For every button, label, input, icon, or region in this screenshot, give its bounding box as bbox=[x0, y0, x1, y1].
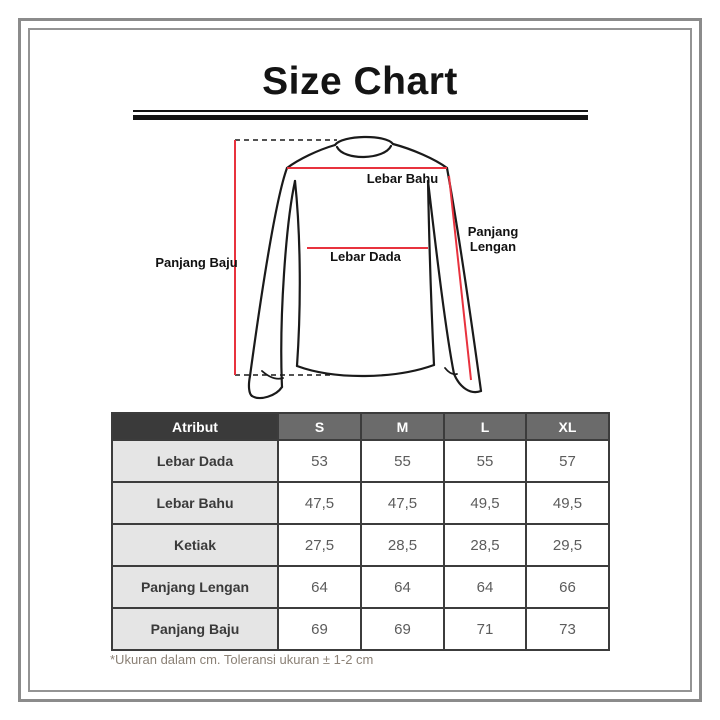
collar-inner bbox=[337, 146, 391, 157]
left-sleeve-inner bbox=[281, 181, 295, 387]
label-panjang-baju: Panjang Baju bbox=[155, 255, 238, 270]
row-label: Ketiak bbox=[112, 524, 278, 566]
table-row bbox=[112, 608, 609, 650]
label-panjang-lengan-line2: Lengan bbox=[469, 239, 517, 254]
body-left-side bbox=[295, 181, 300, 366]
label-panjang-lengan bbox=[452, 224, 534, 254]
cell-value: 69 bbox=[278, 608, 361, 650]
collar-outer bbox=[335, 137, 393, 145]
header-size-m: M bbox=[361, 413, 444, 440]
right-sleeve-inner bbox=[428, 181, 454, 374]
table-header-row bbox=[112, 413, 609, 440]
right-cuff bbox=[454, 374, 481, 392]
label-panjang-lengan-line1: Panjang bbox=[467, 224, 519, 239]
cell-value: 47,5 bbox=[361, 482, 444, 524]
table-row bbox=[112, 440, 609, 482]
header-size-l: L bbox=[444, 413, 526, 440]
title-divider bbox=[133, 110, 588, 120]
cell-value: 53 bbox=[278, 440, 361, 482]
header-size-xl: XL bbox=[526, 413, 609, 440]
cell-value: 71 bbox=[444, 608, 526, 650]
cell-value: 28,5 bbox=[361, 524, 444, 566]
cell-value: 49,5 bbox=[444, 482, 526, 524]
header-atribut: Atribut bbox=[112, 413, 278, 440]
table-row bbox=[112, 482, 609, 524]
header-size-s: S bbox=[278, 413, 361, 440]
sleeve-measure-line bbox=[449, 176, 471, 380]
cell-value: 64 bbox=[278, 566, 361, 608]
row-label: Panjang Baju bbox=[112, 608, 278, 650]
right-shoulder-seam bbox=[393, 144, 447, 168]
cell-value: 64 bbox=[444, 566, 526, 608]
cell-value: 66 bbox=[526, 566, 609, 608]
left-shoulder-seam bbox=[287, 145, 335, 168]
table-row bbox=[112, 566, 609, 608]
label-lebar-bahu: Lebar Bahu bbox=[366, 171, 439, 186]
divider-thick-line bbox=[133, 115, 588, 120]
cell-value: 49,5 bbox=[526, 482, 609, 524]
size-table bbox=[111, 412, 610, 651]
left-cuff bbox=[252, 387, 282, 398]
cell-value: 27,5 bbox=[278, 524, 361, 566]
cell-value: 28,5 bbox=[444, 524, 526, 566]
label-lebar-dada: Lebar Dada bbox=[330, 249, 401, 264]
cell-value: 69 bbox=[361, 608, 444, 650]
cell-value: 55 bbox=[444, 440, 526, 482]
page-title: Size Chart bbox=[262, 60, 458, 103]
cell-value: 64 bbox=[361, 566, 444, 608]
row-label: Lebar Bahu bbox=[112, 482, 278, 524]
cell-value: 55 bbox=[361, 440, 444, 482]
table-row bbox=[112, 524, 609, 566]
row-label: Lebar Dada bbox=[112, 440, 278, 482]
cell-value: 57 bbox=[526, 440, 609, 482]
row-label: Panjang Lengan bbox=[112, 566, 278, 608]
cell-value: 73 bbox=[526, 608, 609, 650]
size-tolerance-note: *Ukuran dalam cm. Toleransi ukuran ± 1-2 cm bbox=[110, 652, 374, 667]
cell-value: 29,5 bbox=[526, 524, 609, 566]
cell-value: 47,5 bbox=[278, 482, 361, 524]
right-cuff-crease bbox=[445, 368, 457, 374]
